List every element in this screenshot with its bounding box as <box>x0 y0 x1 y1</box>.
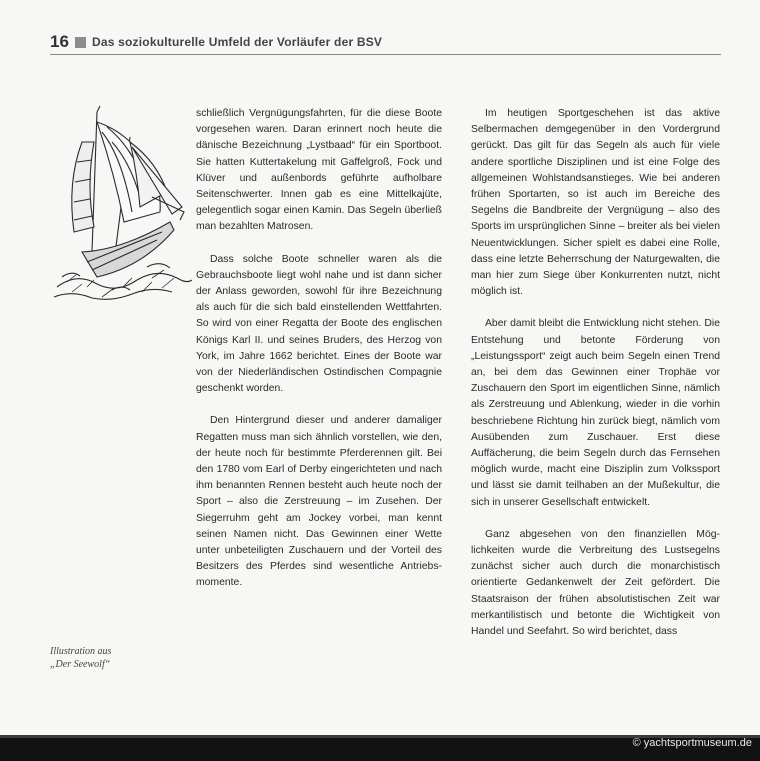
header-square-marker <box>75 37 86 48</box>
caption-line: Illustration aus <box>50 646 112 657</box>
page-number: 16 <box>50 32 69 51</box>
paragraph: Ganz abgesehen von den finanziellen Möglichkeiten wurde die Verbreitung des Lustsegelns zunächst sicher auch durch die monarchistisch orientierte Gedankenwelt der Zeit gefördert. Die Staatsraison der frühen absolutistischen Zeit war merkantilistisch und betonte die Wichtigkeit von Handel und Seefahrt. So wird berichtet, dass <box>471 528 720 638</box>
running-header <box>50 32 721 55</box>
paragraph: Dass solche Boote schneller waren als die Gebrauchsboote liegt wohl nahe und ist dann sicher der Anlass geworden, sowohl für ihre Bezeichnung als auch für die sich bald einstellenden Wettfahrten. So wird von einer Regatta der Boote des englischen Königs Karl II. und seines Bruders, des Herzog von York, im Jahre 1662 berichtet. Eines der Boote war von der Niederländischen Ostindischen Compagnie geschenkt worden. <box>196 253 442 395</box>
scan-bottom-bar <box>0 735 760 761</box>
paragraph: Im heutigen Sportgeschehen ist das aktive Selbermachen demgegenüber in den Vordergrund gerückt. Das gilt für das Segeln als auch für viele andere sportliche Disziplinen und ist eine Folge des allgemeinen Wohlstandsanstieges. Wie bei anderen frühen Sportarten, so ist auch im Bereiche des Segelns die Bandbreite der Vergnügung – also des Sports im ursprünglichen Sinne – breiter als bei vielen Neuentwicklungen. Sicher spielt es dabei eine Rolle, dass eine letzte Beherrschung der Naturgewalten, die man hier zum Siege über Konkurrenten nutzt, nicht möglich ist. <box>471 108 720 298</box>
caption-line: „Der Seewolf“ <box>50 659 111 670</box>
watermark: © yachtsportmuseum.de <box>632 737 752 749</box>
illustration-caption <box>50 645 111 671</box>
paragraph: Aber damit bleibt die Entwicklung nicht stehen. Die Entstehung und betonte Förderung von „Leistungssport“ zeigt auch beim Segeln einen Trend an, bei dem das Gewinnen einer Trophäe vor Zuschauern den Sport im eigentlichen Sinne, nämlich als Zerstreuung und Ablenkung, wieder in die vorhin beschriebene Richtung hin zurück biegt, nämlich vom Ausübenden zum Zuschauer. Erst diese Auffächerung, die beim Segeln durch das Fernsehen möglich wurde, macht eine Disziplin zum Volkssport und lässt sie damit teilhaben an der Mußekultur, die sich in unserer Gesellschaft entwickelt. <box>471 318 720 508</box>
chapter-title: Das soziokulturelle Umfeld der Vorläufer der BSV <box>92 35 383 49</box>
sailing-ship-illustration <box>52 102 192 302</box>
paragraph: Den Hintergrund dieser und anderer damaliger Regatten muss man sich ähnlich vorstellen, wie den, der heute noch für bestimmte Pferderennen gilt. Bei den 1780 vom Earl of Derby eingerichteten und nach ihm benannten Rennen besteht auch heute noch der Sport – also die Zerstreuung – im Zusehen. Der Siegerruhm geht am Jockey vorbei, man kennt seinen Namen nicht. Das Gewinnen einer Wette unter unbeteiligten Zuschauern und der Vorteil des Besitzers des Pferdes sind wesentliche Antriebsmomente. <box>196 415 442 589</box>
text-column-right <box>471 106 720 656</box>
paragraph: schließlich Vergnügungsfahrten, für die diese Boote vorgesehen waren. Daran erinnert noch heute die dänische Bezeichnung „Lystbaad“ für ein Sportboot. Sie hatten Kuttertakelung mit Gaffelgroß, Fock und Klüver und außenbords geführte aufholbare Seitenschwerter. Innen gab es eine Mittelkajüte, gelegentlich sogar einen Kamin. Das Segeln überließ man bezahlten Matrosen. <box>196 108 442 233</box>
text-column-left <box>196 106 442 608</box>
